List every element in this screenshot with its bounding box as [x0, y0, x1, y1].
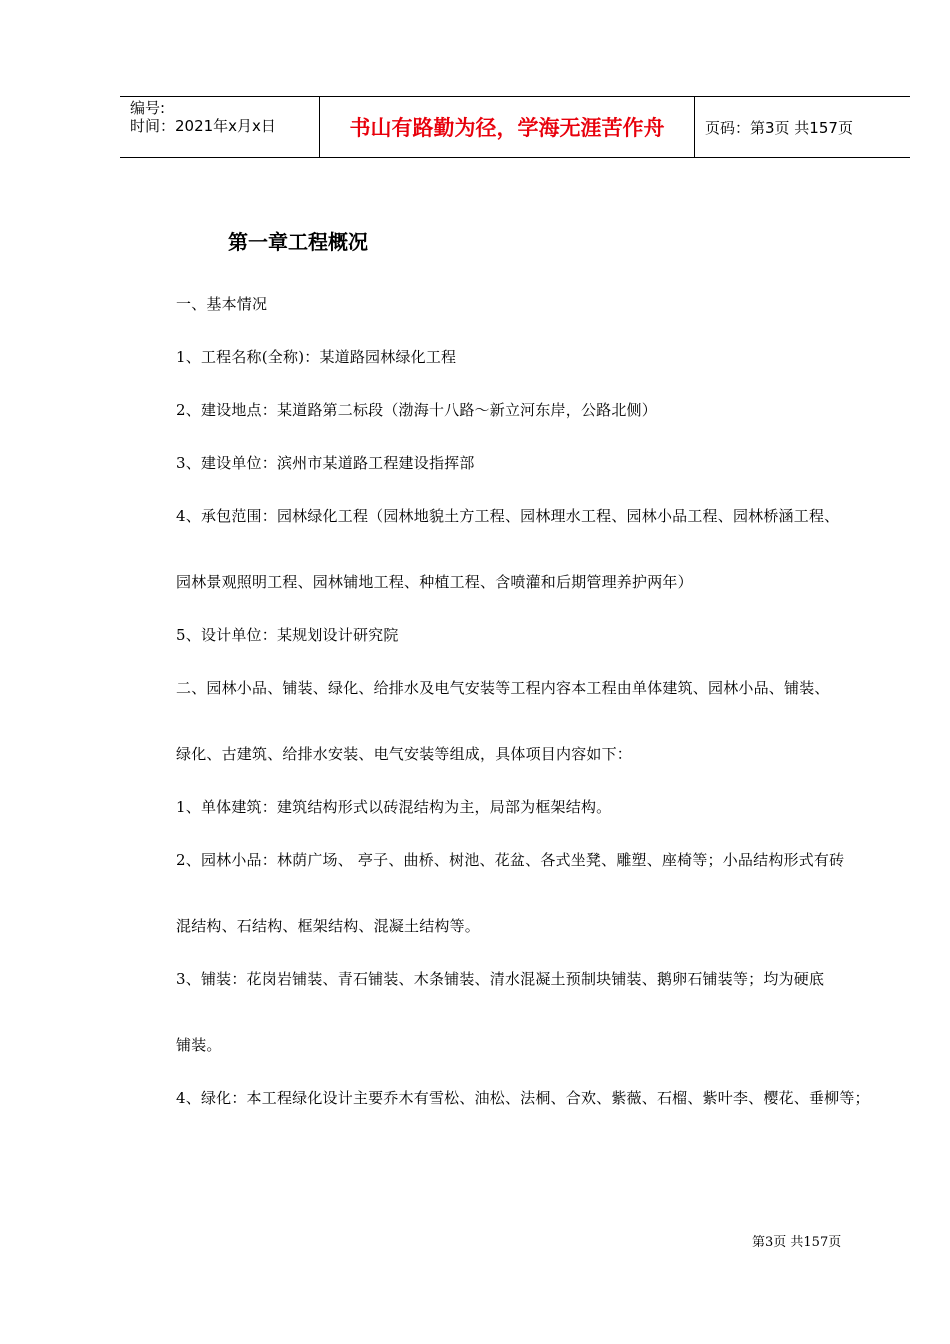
- footer-page-number: 第3页 共157页: [752, 1235, 842, 1250]
- paragraph-line: 1、单体建筑：建筑结构形式以砖混结构为主，局部为框架结构。: [176, 798, 612, 816]
- paragraph-line: 园林景观照明工程、园林铺地工程、种植工程、含喷灌和后期管理养护两年）: [176, 573, 693, 591]
- header-motto: 书山有路勤为径，学海无涯苦作舟: [320, 97, 695, 157]
- paragraph-line: 3、建设单位：滨州市某道路工程建设指挥部: [176, 454, 475, 472]
- header-meta: [120, 97, 320, 157]
- document-number-label: 编号:: [130, 99, 166, 117]
- chapter-title: 第一章工程概况: [228, 230, 368, 254]
- paragraph-line: 铺装。: [176, 1036, 222, 1054]
- page-header: [120, 96, 910, 158]
- document-time: 时间：2021年x月x日: [130, 117, 276, 135]
- header-page-indicator: 页码：第3页 共157页: [705, 118, 853, 137]
- paragraph-line: 混结构、石结构、框架结构、混凝土结构等。: [176, 917, 481, 935]
- paragraph-line: 4、承包范围：园林绿化工程（园林地貌土方工程、园林理水工程、园林小品工程、园林桥涵工程、: [176, 507, 840, 525]
- section-heading-basic-info: 一、基本情况: [176, 295, 268, 313]
- paragraph-line: 4、绿化：本工程绿化设计主要乔木有雪松、油松、法桐、合欢、紫薇、石榴、紫叶李、樱花、垂柳等；: [176, 1089, 870, 1107]
- paragraph-line: 1、工程名称(全称)：某道路园林绿化工程: [176, 348, 457, 366]
- paragraph-line: 5、设计单位：某规划设计研究院: [176, 626, 399, 644]
- paragraph-line: 2、园林小品：林荫广场、 亭子、曲桥、树池、花盆、各式坐凳、雕塑、座椅等；小品结构形式有砖: [176, 851, 845, 869]
- paragraph-line: 3、铺装：花岗岩铺装、青石铺装、木条铺装、清水混凝土预制块铺装、鹅卵石铺装等；均为硬底: [176, 970, 825, 988]
- paragraph-line: 绿化、古建筑、给排水安装、电气安装等组成，具体项目内容如下：: [176, 745, 633, 763]
- section-heading-contents: 二、园林小品、铺装、绿化、给排水及电气安装等工程内容本工程由单体建筑、园林小品、铺装、: [176, 679, 830, 697]
- paragraph-line: 2、建设地点：某道路第二标段（渤海十八路～新立河东岸，公路北侧）: [176, 401, 657, 419]
